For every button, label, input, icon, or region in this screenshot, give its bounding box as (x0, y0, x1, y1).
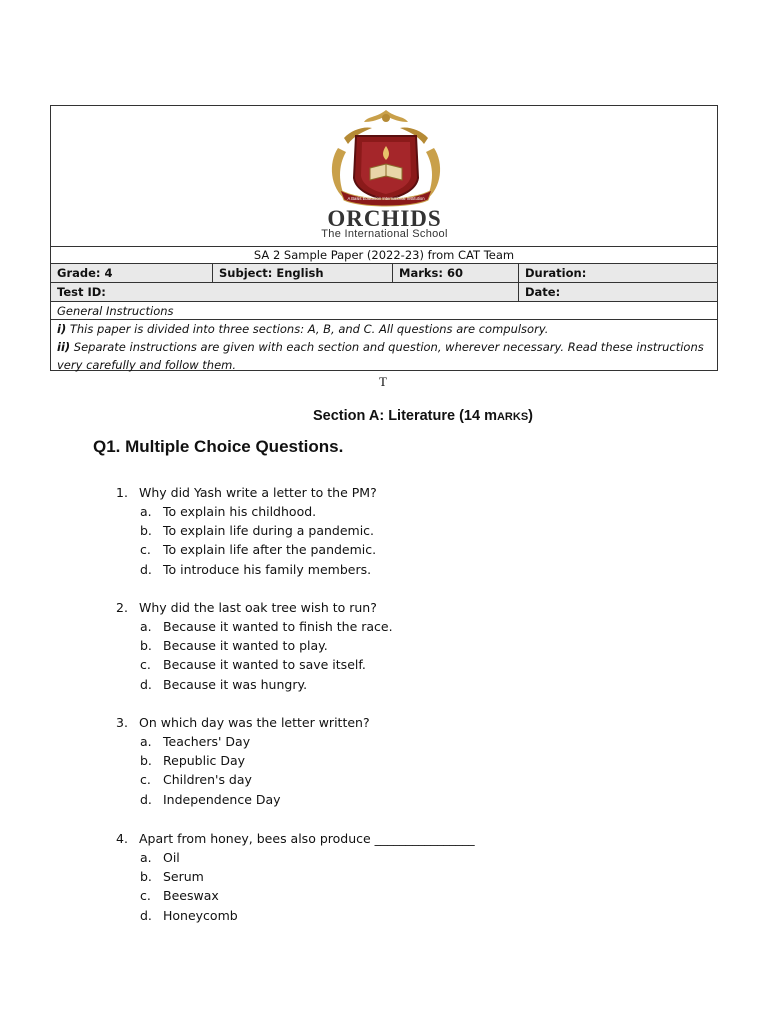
test-id-row (51, 282, 717, 302)
instruction-1: i) This paper is divided into three sections: A, B, and C. All questions are compulsory. (57, 322, 549, 336)
option-text: Beeswax (163, 888, 219, 904)
question-number: 4. (116, 831, 128, 846)
option-text: Independence Day (163, 791, 281, 807)
question-text: Apart from honey, bees also produce ________________ (139, 831, 475, 846)
option-text: Republic Day (163, 753, 246, 769)
paper-header-table (50, 105, 718, 371)
question-number: 2. (116, 600, 128, 615)
option-letter: c. (140, 542, 151, 558)
instructions-text (57, 320, 707, 374)
option-text: Serum (163, 869, 204, 885)
option-text: Because it wanted to finish the race. (163, 619, 393, 634)
logo-area (51, 106, 717, 247)
option-c (140, 772, 252, 787)
option-letter: b. (140, 523, 152, 539)
general-instructions-label: General Instructions (57, 304, 174, 318)
option-text: Oil (163, 850, 180, 865)
date-cell: Date: (518, 283, 717, 302)
marks-cell: Marks: 60 (392, 264, 518, 283)
option-text: Children's day (163, 772, 252, 788)
paper-title: SA 2 Sample Paper (2022-23) from CAT Team (253, 248, 515, 262)
question-text: Why did Yash write a letter to the PM? (139, 485, 377, 500)
option-text: To explain life after the pandemic. (163, 542, 377, 558)
option-letter: a. (140, 619, 152, 634)
option-letter: a. (140, 734, 152, 749)
section-a-title: Section A: Literature (14 mARKS) (313, 408, 533, 424)
option-d (140, 677, 307, 692)
option-letter: a. (140, 850, 152, 865)
q1-title: Q1. Multiple Choice Questions. (93, 437, 344, 456)
instruction-2: ii) Separate instructions are given with each section and question, wherever necessary. Read these instructions very carefully and follow them. (57, 340, 704, 372)
question-text: Why did the last oak tree wish to run? (139, 600, 377, 615)
option-letter: c. (140, 772, 151, 788)
general-instructions-row (51, 301, 717, 320)
option-b (140, 753, 245, 768)
option-a (140, 619, 393, 634)
option-letter: d. (140, 676, 152, 692)
duration-cell: Duration: (518, 264, 717, 283)
option-d (140, 792, 281, 807)
option-letter: a. (140, 504, 152, 519)
instructions-row (51, 319, 717, 371)
option-letter: d. (140, 791, 152, 807)
option-text: Because it was hungry. (163, 676, 308, 692)
option-letter: b. (140, 638, 152, 654)
option-b (140, 869, 204, 884)
option-text: To introduce his family members. (163, 561, 372, 577)
option-text: To explain his childhood. (163, 504, 317, 519)
grade-row (51, 263, 717, 283)
subject-cell: Subject: English (212, 264, 392, 283)
option-a (140, 734, 250, 749)
option-b (140, 638, 328, 653)
question-text: On which day was the letter written? (139, 715, 370, 730)
option-letter: d. (140, 561, 152, 577)
option-text: Because it wanted to save itself. (163, 657, 366, 673)
option-text: Because it wanted to play. (163, 638, 328, 654)
option-letter: b. (140, 869, 152, 885)
option-d (140, 562, 371, 577)
school-name: ORCHIDS (327, 206, 442, 231)
svg-text:A Basis Education Internationa: A Basis Education International Institution (347, 196, 425, 201)
question-number: 1. (116, 485, 128, 500)
option-text: Teachers' Day (163, 734, 251, 749)
school-subtitle: The International School (321, 228, 448, 240)
option-letter: d. (140, 907, 152, 923)
paper-title-row (51, 246, 717, 264)
option-letter: b. (140, 753, 152, 769)
option-letter: c. (140, 888, 151, 904)
option-d (140, 908, 238, 923)
option-a (140, 504, 316, 519)
option-c (140, 888, 219, 903)
option-text: Honeycomb (163, 907, 238, 923)
test-id-cell: Test ID: (57, 285, 106, 299)
option-text: To explain life during a pandemic. (163, 523, 375, 539)
option-c (140, 657, 366, 672)
option-b (140, 523, 374, 538)
question-number: 3. (116, 715, 128, 730)
option-c (140, 542, 376, 557)
grade-cell: Grade: 4 (57, 266, 113, 280)
option-a (140, 850, 180, 865)
option-letter: c. (140, 657, 151, 673)
stray-character: T (379, 374, 387, 389)
